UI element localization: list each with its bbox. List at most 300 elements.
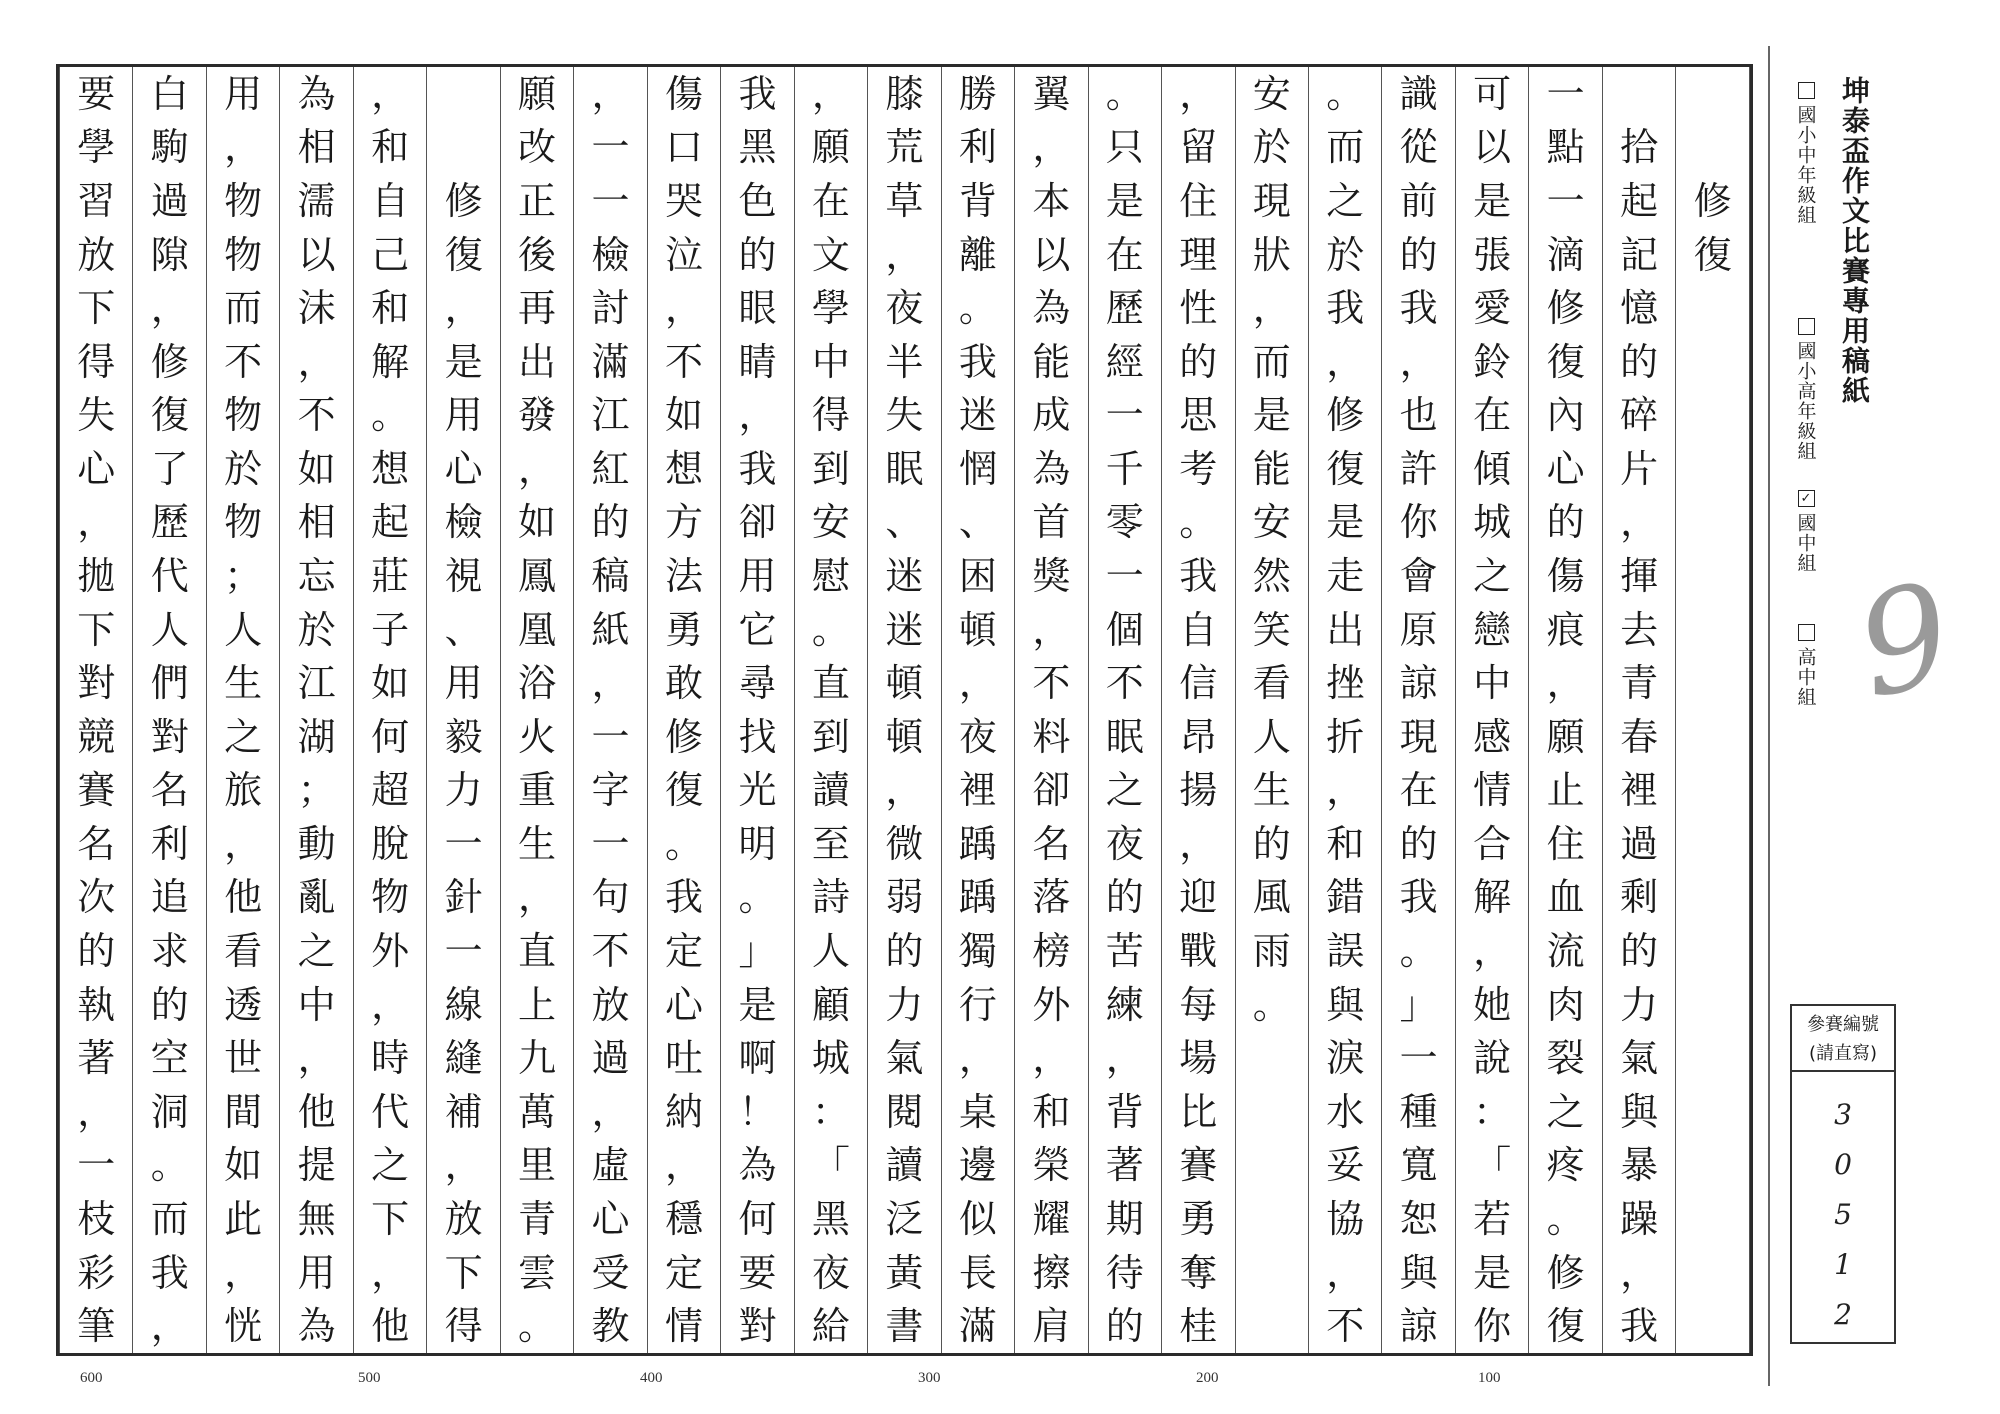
grid-cell: 們 bbox=[133, 656, 206, 710]
grid-cell: 個 bbox=[1088, 603, 1161, 657]
grid-row bbox=[60, 1192, 1750, 1246]
grid-cell: 在 bbox=[1382, 764, 1455, 818]
grid-cell: 定 bbox=[647, 1246, 720, 1300]
grid-cell: 住 bbox=[1529, 817, 1602, 871]
grid-cell: 外 bbox=[353, 924, 426, 978]
grid-cell: 不 bbox=[1308, 1299, 1381, 1353]
char-count-200: 200 bbox=[1196, 1370, 1219, 1386]
grid-cell: 要 bbox=[721, 1246, 794, 1300]
grid-cell: 拾 bbox=[1602, 121, 1675, 175]
grid-cell: 苦 bbox=[1088, 924, 1161, 978]
grid-cell bbox=[1602, 67, 1675, 121]
grid-cell: 千 bbox=[1088, 442, 1161, 496]
grid-cell: 成 bbox=[1015, 388, 1088, 442]
grid-cell: 何 bbox=[721, 1192, 794, 1246]
grid-cell: 後 bbox=[500, 228, 573, 282]
grid-cell: 肩 bbox=[1015, 1299, 1088, 1353]
grid-cell: 下 bbox=[60, 603, 133, 657]
grid-cell: 滿 bbox=[574, 335, 647, 389]
grid-cell: 如 bbox=[353, 656, 426, 710]
grid-cell: 討 bbox=[574, 281, 647, 335]
grid-cell: 。 bbox=[1308, 67, 1381, 121]
grid-cell: 頓 bbox=[868, 656, 941, 710]
grid-cell: 以 bbox=[1015, 228, 1088, 282]
grid-row bbox=[60, 442, 1750, 496]
grid-cell: 洞 bbox=[133, 1085, 206, 1139]
grid-cell: ， bbox=[427, 1139, 500, 1193]
grid-cell: 經 bbox=[1088, 335, 1161, 389]
grid-cell: 心 bbox=[1529, 442, 1602, 496]
grid-cell: 超 bbox=[353, 764, 426, 818]
grid-cell: 著 bbox=[60, 1031, 133, 1085]
grid-cell: 敢 bbox=[647, 656, 720, 710]
grid-cell: 從 bbox=[1382, 121, 1455, 175]
grid-cell: ： bbox=[794, 1085, 867, 1139]
entry-number-digits bbox=[1792, 1072, 1894, 1340]
grid-row bbox=[60, 924, 1750, 978]
grid-cell: 發 bbox=[500, 388, 573, 442]
grid-cell: 中 bbox=[1455, 656, 1528, 710]
grid-cell: 尋 bbox=[721, 656, 794, 710]
grid-cell: 踽 bbox=[941, 817, 1014, 871]
grid-cell: 放 bbox=[574, 978, 647, 1032]
grid-cell: ， bbox=[427, 281, 500, 335]
grid-cell: 」 bbox=[721, 924, 794, 978]
grid-cell: 你 bbox=[1382, 496, 1455, 550]
grid-cell: 色 bbox=[721, 174, 794, 228]
grid-row bbox=[60, 281, 1750, 335]
grid-cell: 彩 bbox=[60, 1246, 133, 1300]
grid-cell: 的 bbox=[1088, 871, 1161, 925]
grid-cell: 情 bbox=[1455, 764, 1528, 818]
grid-cell: 只 bbox=[1088, 121, 1161, 175]
grid-cell: 走 bbox=[1308, 549, 1381, 603]
grid-cell: 諒 bbox=[1382, 656, 1455, 710]
grid-cell: 濡 bbox=[280, 174, 353, 228]
option-label: 高中組 bbox=[1794, 647, 1817, 707]
grid-cell: 如 bbox=[206, 1139, 279, 1193]
grid-cell: 一 bbox=[427, 817, 500, 871]
grid-cell: ， bbox=[1015, 1031, 1088, 1085]
grid-cell: 視 bbox=[427, 549, 500, 603]
grid-cell: 識 bbox=[1382, 67, 1455, 121]
grid-cell: 裡 bbox=[1602, 764, 1675, 818]
grid-cell: 追 bbox=[133, 871, 206, 925]
grid-cell: 顧 bbox=[794, 978, 867, 1032]
grid-cell: ， bbox=[941, 656, 1014, 710]
grid-cell: ， bbox=[500, 871, 573, 925]
grid-cell: 泣 bbox=[647, 228, 720, 282]
grid-row bbox=[60, 335, 1750, 389]
grid-cell: ， bbox=[500, 442, 573, 496]
grid-cell: 黑 bbox=[721, 121, 794, 175]
grid-cell bbox=[1235, 1246, 1308, 1300]
grid-cell: ， bbox=[1602, 496, 1675, 550]
grid-cell: 白 bbox=[133, 67, 206, 121]
grid-cell: 眠 bbox=[1088, 710, 1161, 764]
grid-cell: 。 bbox=[1162, 496, 1235, 550]
grid-cell: 修 bbox=[427, 174, 500, 228]
grid-cell: ， bbox=[868, 228, 941, 282]
grid-cell: 可 bbox=[1455, 67, 1528, 121]
grid-row bbox=[60, 388, 1750, 442]
grid-cell: 挫 bbox=[1308, 656, 1381, 710]
grid-cell: 的 bbox=[868, 924, 941, 978]
grid-cell: 是 bbox=[1455, 174, 1528, 228]
grid-cell: 住 bbox=[1162, 174, 1235, 228]
option-senior-high[interactable] bbox=[1791, 624, 1821, 707]
grid-cell: 自 bbox=[1162, 603, 1235, 657]
grid-cell: 用 bbox=[721, 549, 794, 603]
grid-cell: 浴 bbox=[500, 656, 573, 710]
grid-cell: 過 bbox=[1602, 817, 1675, 871]
grid-cell: 教 bbox=[574, 1299, 647, 1353]
grid-cell: 滿 bbox=[941, 1299, 1014, 1353]
grid-cell: 片 bbox=[1602, 442, 1675, 496]
option-elementary-upper[interactable] bbox=[1791, 318, 1821, 461]
grid-cell: 得 bbox=[794, 388, 867, 442]
grid-row bbox=[60, 710, 1750, 764]
grid-cell: 性 bbox=[1162, 281, 1235, 335]
grid-cell: 不 bbox=[1088, 656, 1161, 710]
grid-cell: 落 bbox=[1015, 871, 1088, 925]
grid-cell: 傷 bbox=[1529, 549, 1602, 603]
grid-row bbox=[60, 1031, 1750, 1085]
grid-cell: ， bbox=[133, 281, 206, 335]
checkbox-checked[interactable]: ✓ bbox=[1798, 490, 1815, 507]
checkbox[interactable] bbox=[1798, 624, 1815, 641]
grid-cell: 一 bbox=[574, 710, 647, 764]
grid-cell: 口 bbox=[647, 121, 720, 175]
grid-row bbox=[60, 174, 1750, 228]
grid-cell: 力 bbox=[427, 764, 500, 818]
grid-cell: 流 bbox=[1529, 924, 1602, 978]
grid-cell: 膝 bbox=[868, 67, 941, 121]
grid-cell: ， bbox=[1162, 817, 1235, 871]
grid-cell: 他 bbox=[280, 1085, 353, 1139]
grid-cell: 賽 bbox=[60, 764, 133, 818]
grid-cell: 江 bbox=[574, 388, 647, 442]
grid-cell: 在 bbox=[1088, 228, 1161, 282]
grid-cell: 半 bbox=[868, 335, 941, 389]
grid-cell: 上 bbox=[500, 978, 573, 1032]
grid-cell: 迷 bbox=[941, 388, 1014, 442]
grid-cell: 的 bbox=[60, 924, 133, 978]
grid-cell: 於 bbox=[206, 442, 279, 496]
grid-cell: 復 bbox=[427, 228, 500, 282]
grid-cell: 昂 bbox=[1162, 710, 1235, 764]
grid-cell: 安 bbox=[794, 496, 867, 550]
grid-cell: 勇 bbox=[1162, 1192, 1235, 1246]
grid-cell: ， bbox=[1308, 1246, 1381, 1300]
manuscript-grid bbox=[56, 64, 1753, 1356]
grid-cell: 睛 bbox=[721, 335, 794, 389]
sheet-title: 坤泰盃作文比賽專用稿紙 bbox=[1838, 76, 1871, 406]
grid-cell: 生 bbox=[1235, 764, 1308, 818]
grid-cell: 到 bbox=[794, 710, 867, 764]
grid-cell: 不 bbox=[1015, 656, 1088, 710]
grid-cell: 長 bbox=[941, 1246, 1014, 1300]
grid-cell: 笑 bbox=[1235, 603, 1308, 657]
grid-cell: 恕 bbox=[1382, 1192, 1455, 1246]
grid-cell: 生 bbox=[500, 817, 573, 871]
grid-cell: 想 bbox=[647, 442, 720, 496]
grid-cell: 眼 bbox=[721, 281, 794, 335]
grid-cell: 風 bbox=[1235, 871, 1308, 925]
grid-cell: 城 bbox=[1455, 496, 1528, 550]
grid-cell: ， bbox=[1455, 924, 1528, 978]
grid-cell: 碎 bbox=[1602, 388, 1675, 442]
grid-cell: 我 bbox=[941, 335, 1014, 389]
grid-cell: 思 bbox=[1162, 388, 1235, 442]
grid-cell: 一 bbox=[1088, 388, 1161, 442]
grid-cell: 旅 bbox=[206, 764, 279, 818]
grid-cell: 於 bbox=[280, 603, 353, 657]
char-count-400: 400 bbox=[640, 1370, 663, 1386]
entry-number-label: 參賽編號 bbox=[1807, 1014, 1879, 1035]
grid-cell: 縫 bbox=[427, 1031, 500, 1085]
grid-cell: 是 bbox=[1088, 174, 1161, 228]
grid-cell: 之 bbox=[353, 1139, 426, 1193]
grid-cell: 諒 bbox=[1382, 1299, 1455, 1353]
grid-cell: 我 bbox=[1382, 871, 1455, 925]
grid-cell: 揮 bbox=[1602, 549, 1675, 603]
grid-cell: 然 bbox=[1235, 549, 1308, 603]
grid-cell: 我 bbox=[133, 1246, 206, 1300]
grid-row bbox=[60, 1085, 1750, 1139]
grid-cell bbox=[1676, 67, 1750, 121]
grid-row bbox=[60, 549, 1750, 603]
grid-cell: 恍 bbox=[206, 1299, 279, 1353]
grid-cell: 點 bbox=[1529, 121, 1602, 175]
grid-cell: 找 bbox=[721, 710, 794, 764]
grid-cell bbox=[1235, 1031, 1308, 1085]
grid-cell: ， bbox=[1015, 121, 1088, 175]
grid-cell: 止 bbox=[1529, 764, 1602, 818]
char-count-600: 600 bbox=[80, 1370, 103, 1386]
grid-cell: 中 bbox=[280, 978, 353, 1032]
grid-cell: 迷 bbox=[868, 603, 941, 657]
grid-cell: 泛 bbox=[868, 1192, 941, 1246]
grid-cell: 寬 bbox=[1382, 1139, 1455, 1193]
grid-cell: 城 bbox=[794, 1031, 867, 1085]
grid-cell: 如 bbox=[647, 388, 720, 442]
grid-cell: 代 bbox=[353, 1085, 426, 1139]
grid-cell: 。 bbox=[721, 871, 794, 925]
grid-cell: 待 bbox=[1088, 1246, 1161, 1300]
grid-cell bbox=[1676, 496, 1750, 550]
grid-cell: 力 bbox=[1602, 978, 1675, 1032]
grid-cell: 會 bbox=[1382, 549, 1455, 603]
grid-cell: 行 bbox=[941, 978, 1014, 1032]
grid-cell: 次 bbox=[60, 871, 133, 925]
grid-cell: 淚 bbox=[1308, 1031, 1381, 1085]
grid-cell: 的 bbox=[1382, 817, 1455, 871]
grid-cell: 下 bbox=[60, 281, 133, 335]
grid-cell: 翼 bbox=[1015, 67, 1088, 121]
grid-cell: 檢 bbox=[574, 228, 647, 282]
option-elementary-middle[interactable] bbox=[1791, 82, 1821, 225]
grid-cell: ， bbox=[1602, 1246, 1675, 1300]
grid-cell: 夜 bbox=[941, 710, 1014, 764]
grid-cell bbox=[1676, 121, 1750, 175]
grid-cell: 人 bbox=[794, 924, 867, 978]
grid-cell: 下 bbox=[427, 1246, 500, 1300]
grid-cell: 鈴 bbox=[1455, 335, 1528, 389]
grid-cell: ， bbox=[1088, 1031, 1161, 1085]
grid-cell: 競 bbox=[60, 710, 133, 764]
grid-cell: 的 bbox=[133, 978, 206, 1032]
grid-cell: 無 bbox=[280, 1192, 353, 1246]
grid-cell: 眠 bbox=[868, 442, 941, 496]
handwritten-score: 9 bbox=[1844, 552, 1966, 731]
grid-cell: 迎 bbox=[1162, 871, 1235, 925]
grid-cell: 力 bbox=[868, 978, 941, 1032]
grid-cell: 用 bbox=[280, 1246, 353, 1300]
grid-cell: 安 bbox=[1235, 67, 1308, 121]
grid-cell: 。 bbox=[1235, 978, 1308, 1032]
grid-cell: 夜 bbox=[794, 1246, 867, 1300]
grid-cell: 方 bbox=[647, 496, 720, 550]
grid-cell: 名 bbox=[1015, 817, 1088, 871]
grid-row bbox=[60, 67, 1750, 121]
grid-cell: 想 bbox=[353, 442, 426, 496]
grid-cell: 夜 bbox=[1088, 817, 1161, 871]
grid-row bbox=[60, 871, 1750, 925]
grid-cell: 留 bbox=[1162, 121, 1235, 175]
grid-cell: 人 bbox=[133, 603, 206, 657]
grid-cell: 黃 bbox=[868, 1246, 941, 1300]
grid-cell: 為 bbox=[721, 1139, 794, 1193]
grid-cell: 比 bbox=[1162, 1085, 1235, 1139]
grid-cell: 暴 bbox=[1602, 1139, 1675, 1193]
grid-cell: 線 bbox=[427, 978, 500, 1032]
grid-cell bbox=[1676, 656, 1750, 710]
grid-cell: ， bbox=[574, 1085, 647, 1139]
grid-cell: 隙 bbox=[133, 228, 206, 282]
grid-cell: 詩 bbox=[794, 871, 867, 925]
grid-cell: 子 bbox=[353, 603, 426, 657]
grid-cell: 憶 bbox=[1602, 281, 1675, 335]
grid-cell: ， bbox=[794, 67, 867, 121]
grid-cell: 春 bbox=[1602, 710, 1675, 764]
grid-cell: 勇 bbox=[647, 603, 720, 657]
grid-cell: 協 bbox=[1308, 1192, 1381, 1246]
grid-cell: 直 bbox=[794, 656, 867, 710]
grid-cell: 對 bbox=[60, 656, 133, 710]
grid-cell: 讀 bbox=[868, 1139, 941, 1193]
grid-cell: 種 bbox=[1382, 1085, 1455, 1139]
grid-cell: 頓 bbox=[941, 603, 1014, 657]
grid-cell: 合 bbox=[1455, 817, 1528, 871]
grid-cell: 惘 bbox=[941, 442, 1014, 496]
grid-cell: 復 bbox=[133, 388, 206, 442]
grid-cell: 時 bbox=[353, 1031, 426, 1085]
grid-cell: 剩 bbox=[1602, 871, 1675, 925]
grid-cell bbox=[1676, 335, 1750, 389]
grid-cell: 納 bbox=[647, 1085, 720, 1139]
grid-cell: ， bbox=[60, 1085, 133, 1139]
grid-cell: 說 bbox=[1455, 1031, 1528, 1085]
grid-cell: 以 bbox=[1455, 121, 1528, 175]
grid-cell: 卻 bbox=[721, 496, 794, 550]
grid-cell: 願 bbox=[1529, 710, 1602, 764]
grid-cell: 亂 bbox=[280, 871, 353, 925]
option-junior-high[interactable] bbox=[1791, 490, 1821, 573]
grid-cell: 雲 bbox=[500, 1246, 573, 1300]
grid-cell: 錯 bbox=[1308, 871, 1381, 925]
grid-cell: 人 bbox=[1235, 710, 1308, 764]
grid-cell: 、 bbox=[427, 603, 500, 657]
grid-cell: 閱 bbox=[868, 1085, 941, 1139]
grid-cell: 勝 bbox=[941, 67, 1014, 121]
checkbox[interactable] bbox=[1798, 318, 1815, 335]
grid-cell: 裡 bbox=[941, 764, 1014, 818]
grid-cell: 內 bbox=[1529, 388, 1602, 442]
grid-cell: 提 bbox=[280, 1139, 353, 1193]
grid-cell: 物 bbox=[206, 388, 279, 442]
grid-cell: 起 bbox=[1602, 174, 1675, 228]
grid-cell: 求 bbox=[133, 924, 206, 978]
grid-cell: ， bbox=[574, 67, 647, 121]
grid-cell: 在 bbox=[1455, 388, 1528, 442]
grid-cell: 一 bbox=[574, 817, 647, 871]
grid-cell: 荒 bbox=[868, 121, 941, 175]
grid-cell: 心 bbox=[427, 442, 500, 496]
grid-cell: 字 bbox=[574, 764, 647, 818]
grid-cell: 心 bbox=[574, 1192, 647, 1246]
grid-cell: 而 bbox=[206, 281, 279, 335]
grid-cell: 名 bbox=[133, 764, 206, 818]
grid-cell: 氣 bbox=[868, 1031, 941, 1085]
grid-cell: 弱 bbox=[868, 871, 941, 925]
grid-cell: 過 bbox=[133, 174, 206, 228]
grid-cell: 利 bbox=[941, 121, 1014, 175]
grid-cell: 用 bbox=[427, 656, 500, 710]
grid-cell: 心 bbox=[647, 978, 720, 1032]
checkbox[interactable] bbox=[1798, 82, 1815, 99]
grid-cell bbox=[427, 121, 500, 175]
grid-cell: 的 bbox=[1162, 335, 1235, 389]
grid-cell: 每 bbox=[1162, 978, 1235, 1032]
grid-cell: ， bbox=[868, 764, 941, 818]
grid-cell: 的 bbox=[1602, 335, 1675, 389]
grid-cell: 卻 bbox=[1015, 764, 1088, 818]
grid-cell: 枝 bbox=[60, 1192, 133, 1246]
grid-cell: ， bbox=[280, 335, 353, 389]
grid-cell: 安 bbox=[1235, 496, 1308, 550]
grid-cell: 原 bbox=[1382, 603, 1455, 657]
entry-digit: 5 bbox=[1834, 1198, 1852, 1231]
grid-cell bbox=[1676, 764, 1750, 818]
grid-cell: ， bbox=[1382, 335, 1455, 389]
grid-cell: ； bbox=[280, 764, 353, 818]
grid-cell: ， bbox=[647, 281, 720, 335]
grid-row bbox=[60, 496, 1750, 550]
grid-cell: 受 bbox=[574, 1246, 647, 1300]
grid-cell: 。 bbox=[1382, 924, 1455, 978]
grid-cell: 生 bbox=[206, 656, 279, 710]
grid-cell: 放 bbox=[427, 1192, 500, 1246]
grid-cell: 物 bbox=[353, 871, 426, 925]
grid-cell: 駒 bbox=[133, 121, 206, 175]
grid-cell: 也 bbox=[1382, 388, 1455, 442]
grid-cell bbox=[1676, 388, 1750, 442]
grid-cell bbox=[1676, 1031, 1750, 1085]
grid-cell: 榜 bbox=[1015, 924, 1088, 978]
grid-cell: 一 bbox=[1088, 549, 1161, 603]
grid-cell: ， bbox=[1308, 764, 1381, 818]
